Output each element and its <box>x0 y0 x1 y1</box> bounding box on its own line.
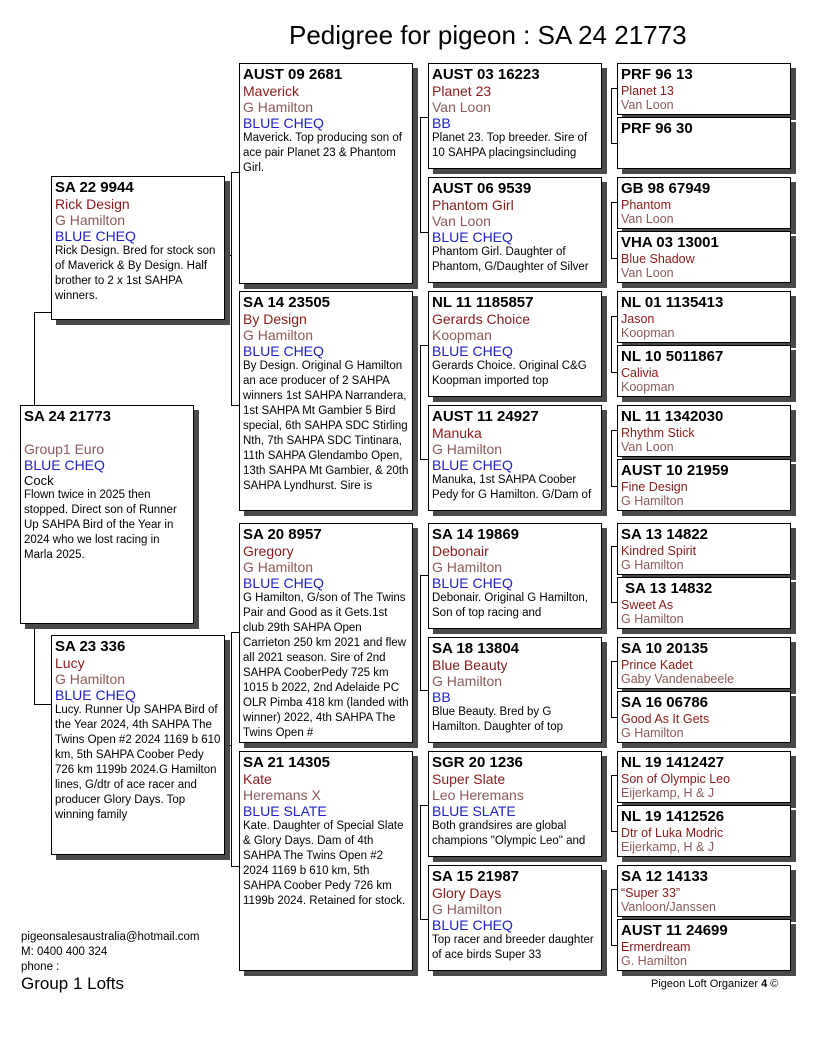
breeder: G Hamilton <box>55 212 126 228</box>
great-great-grandparent-card[interactable] <box>617 637 791 689</box>
great-great-grandparent-card[interactable] <box>617 405 791 457</box>
sex: Cock <box>24 473 54 488</box>
ring-number: SA 10 20135 <box>621 640 709 657</box>
color: BLUE SLATE <box>243 803 327 819</box>
breeder: Koopman <box>621 380 675 394</box>
ring-number: NL 01 1135413 <box>621 294 724 311</box>
notes: Debonair. Original G Hamilton, Son of top racing and <box>432 592 588 619</box>
ring-number: SA 22 9944 <box>55 179 134 196</box>
credit-prefix: Pigeon Loft Organizer <box>651 978 759 990</box>
breeder: Heremans X <box>243 787 321 803</box>
pigeon-name: Prince Kadet <box>621 658 693 672</box>
great-grandparent-card[interactable] <box>428 865 602 971</box>
pigeon-name: Son of Olympic Leo <box>621 772 731 786</box>
pigeon-name: Super Slate <box>432 771 506 787</box>
pigeon-name: Sweet As <box>621 598 674 612</box>
pigeon-name: Glory Days <box>432 885 502 901</box>
ring-number: SA 18 13804 <box>432 640 520 657</box>
color: BLUE SLATE <box>432 803 516 819</box>
ring-number: VHA 03 13001 <box>621 234 719 251</box>
ring-number: SA 13 14822 <box>621 526 709 543</box>
great-grandparent-card[interactable] <box>428 637 602 743</box>
pigeon-name: Kindred Spirit <box>621 544 697 558</box>
sire-card[interactable] <box>51 176 225 320</box>
pigeon-name: Gregory <box>243 543 294 559</box>
great-great-grandparent-card[interactable] <box>617 345 791 397</box>
pigeon-name: Rhythm Stick <box>621 426 695 440</box>
ring-number: SA 20 8957 <box>243 526 322 543</box>
great-great-grandparent-card[interactable] <box>617 691 791 743</box>
notes: Both grandsires are global champions "Olympic Leo" and <box>432 820 586 847</box>
copyright-icon: © <box>767 978 779 990</box>
ring-number: AUST 09 2681 <box>243 66 343 83</box>
pigeon-name: Dtr of Luka Modric <box>621 826 724 840</box>
ring-number: NL 19 1412427 <box>621 754 725 771</box>
breeder: G Hamilton <box>621 558 684 572</box>
color: BLUE CHEQ <box>243 343 324 359</box>
notes: Maverick. Top producing son of ace pair Planet 23 & Phantom Girl. <box>243 132 402 174</box>
notes: Top racer and breeder daughter of ace birds Super 33 <box>432 934 594 961</box>
great-grandparent-card[interactable] <box>428 63 602 169</box>
ring-number: AUST 11 24927 <box>432 408 539 425</box>
ring-number: NL 19 1412526 <box>621 808 725 825</box>
great-grandparent-card[interactable] <box>428 523 602 629</box>
pigeon-name: Calivia <box>621 366 659 380</box>
ring-number: SA 12 14133 <box>621 868 709 885</box>
great-great-grandparent-card[interactable] <box>617 805 791 857</box>
ring-number: AUST 06 9539 <box>432 180 532 197</box>
credit-version: 4 <box>761 978 768 990</box>
notes: Lucy. Runner Up SAHPA Bird of the Year 2024, 4th SAHPA The Twins Open #2 2024 1169 b 610 km, 5th SAHPA Coober Pedy 726 km 1199b 2024.G Hamilton lines, G/dtr of ace racer and producer Glory Days. Top winning family <box>55 704 221 821</box>
great-great-grandparent-card[interactable] <box>617 63 791 115</box>
breeder: Koopman <box>432 327 492 343</box>
ring-number: SA 16 06786 <box>621 694 709 711</box>
great-great-grandparent-card[interactable] <box>617 291 791 343</box>
pigeon-name: Good As It Gets <box>621 712 710 726</box>
great-great-grandparent-card[interactable] <box>617 523 791 575</box>
grandparent-card-paternal-sire[interactable] <box>239 63 413 284</box>
pigeon-name: Planet 13 <box>621 84 674 98</box>
notes: Phantom Girl. Daughter of Phantom, G/Daughter of Silver <box>432 246 589 273</box>
ring-number: AUST 03 16223 <box>432 66 540 83</box>
breeder: G Hamilton <box>621 726 684 740</box>
pigeon-name: Planet 23 <box>432 83 492 99</box>
contact-phone: phone : <box>21 961 60 973</box>
grandparent-card-maternal-sire[interactable] <box>239 523 413 743</box>
breeder: G Hamilton <box>432 441 503 457</box>
breeder: G Hamilton <box>55 671 126 687</box>
great-great-grandparent-card[interactable] <box>617 231 791 283</box>
breeder: Group1 Euro <box>24 441 105 457</box>
pigeon-name: Rick Design <box>55 196 130 212</box>
pigeon-name: Debonair <box>432 543 489 559</box>
great-great-grandparent-card[interactable] <box>617 577 791 629</box>
ring-number: SA 24 21773 <box>24 408 112 425</box>
color: BLUE CHEQ <box>432 917 513 933</box>
breeder: Vanloon/Janssen <box>621 900 716 914</box>
great-great-grandparent-card[interactable] <box>617 177 791 229</box>
color: BLUE CHEQ <box>432 457 513 473</box>
breeder: G Hamilton <box>432 559 503 575</box>
notes: Blue Beauty. Bred by G Hamilton. Daughter of top <box>432 706 564 733</box>
notes: Manuka, 1st SAHPA Coober Pedy for G Hamilton. G/Dam of <box>432 474 592 501</box>
color: BLUE CHEQ <box>432 229 513 245</box>
notes: Flown twice in 2025 then stopped. Direct son of Runner Up SAHPA Bird of the Year in 2024 who we lost racing in Marla 2025. <box>24 489 177 561</box>
ring-number: NL 10 5011867 <box>621 348 724 365</box>
great-great-grandparent-card[interactable] <box>617 919 791 971</box>
pigeon-name: Lucy <box>55 655 85 671</box>
great-grandparent-card[interactable] <box>428 751 602 857</box>
contact-email: pigeonsalesaustralia@hotmail.com <box>21 931 200 943</box>
breeder: G Hamilton <box>243 99 314 115</box>
great-great-grandparent-card[interactable] <box>617 459 791 511</box>
ring-number: SA 14 23505 <box>243 294 331 311</box>
grandparent-card-maternal-dam[interactable] <box>239 751 413 971</box>
breeder: Van Loon <box>621 266 674 280</box>
breeder: G. Hamilton <box>621 954 687 968</box>
breeder: Van Loon <box>621 212 674 226</box>
breeder: Eijerkamp, H & J <box>621 840 715 854</box>
pigeon-name: Maverick <box>243 83 300 99</box>
pigeon-name: Phantom <box>621 198 672 212</box>
loft-name: Group 1 Lofts <box>21 974 125 993</box>
ring-number: SA 13 14832 <box>621 580 713 597</box>
pigeon-name: Blue Beauty <box>432 657 508 673</box>
ring-number: NL 11 1342030 <box>621 408 724 425</box>
pigeon-name <box>24 425 190 441</box>
great-great-grandparent-card[interactable] <box>617 117 791 169</box>
color: BLUE CHEQ <box>55 687 136 703</box>
color: BLUE CHEQ <box>243 115 324 131</box>
great-grandparent-card[interactable] <box>428 291 602 397</box>
pigeon-name: Manuka <box>432 425 482 441</box>
pigeon-name: Kate <box>243 771 272 787</box>
great-great-grandparent-card[interactable] <box>617 865 791 917</box>
pigeon-name: Phantom Girl <box>432 197 514 213</box>
breeder: Van Loon <box>432 213 491 229</box>
breeder: Van Loon <box>621 98 674 112</box>
pigeon-name: Ermerdream <box>621 940 691 954</box>
breeder: Van Loon <box>432 99 491 115</box>
pigeon-name: “Super 33” <box>621 886 681 900</box>
pigeon-name: Blue Shadow <box>621 252 695 266</box>
ring-number: SGR 20 1236 <box>432 754 523 771</box>
ring-number: AUST 11 24699 <box>621 922 728 939</box>
ring-number: SA 15 21987 <box>432 868 520 885</box>
notes: G Hamilton, G/son of The Twins Pair and Good as it Gets.1st club 29th SAHPA Open Carrieton 250 km 2021 and flew all 2021 season. Sire of 2nd SAHPA CooberPedy 725 km 1015 b 2022, 2nd Adelaide PC OLR Pimba 418 km (landed with winner) 2022, 4th SAHPA The Twins Open # <box>243 592 409 739</box>
breeder: Koopman <box>621 326 675 340</box>
color: BB <box>432 689 451 705</box>
notes: Planet 23. Top breeder. Sire of 10 SAHPA placingsincluding <box>432 132 588 159</box>
great-grandparent-card[interactable] <box>428 177 602 283</box>
breeder: G Hamilton <box>243 327 314 343</box>
notes: Gerards Choice. Original C&G Koopman imported top <box>432 360 587 387</box>
contact-mobile: M: 0400 400 324 <box>21 946 108 958</box>
great-great-grandparent-card[interactable] <box>617 751 791 803</box>
software-credit <box>651 978 778 990</box>
notes: Kate. Daughter of Special Slate & Glory Days. Dam of 4th SAHPA The Twins Open #2 2024 1169 b 610 km, 5th SAHPA Coober Pedy 726 km 1199b 2024. Retained for stock. <box>243 820 406 907</box>
color: BLUE CHEQ <box>24 457 105 473</box>
breeder: G Hamilton <box>621 494 684 508</box>
breeder: G Hamilton <box>621 612 684 626</box>
color: BLUE CHEQ <box>432 575 513 591</box>
dam-card[interactable] <box>51 635 225 855</box>
ring-number: PRF 96 13 <box>621 66 693 83</box>
notes: By Design. Original G Hamilton an ace producer of 2 SAHPA winners 1st SAHPA Narrandera, 1st SAHPA Mt Gambier 5 Bird special, 6th SAHPA SDC Stirling Nth, 7th SAHPA SDC Tintinara, 11th SAHPA Glendambo Open, 13th SAHPA Mt Gambier, & 20th SAHPA Lyndhurst. Sire is <box>243 360 409 492</box>
pigeon-name: Jason <box>621 312 655 326</box>
ring-number: SA 23 336 <box>55 638 126 655</box>
page-title: Pedigree for pigeon : SA 24 21773 <box>289 20 687 50</box>
ring-number: AUST 10 21959 <box>621 462 729 479</box>
breeder: Gaby Vandenabeele <box>621 672 735 686</box>
breeder: Eijerkamp, H & J <box>621 786 715 800</box>
pigeon-name: By Design <box>243 311 307 327</box>
breeder: G Hamilton <box>243 559 314 575</box>
ring-number: SA 14 19869 <box>432 526 520 543</box>
ring-number: NL 11 1185857 <box>432 294 534 311</box>
great-grandparent-card[interactable] <box>428 405 602 511</box>
color: BLUE CHEQ <box>55 228 136 244</box>
color: BLUE CHEQ <box>243 575 324 591</box>
breeder: G Hamilton <box>432 901 503 917</box>
color: BLUE CHEQ <box>432 343 513 359</box>
ring-number: GB 98 67949 <box>621 180 711 197</box>
breeder: Leo Heremans <box>432 787 524 803</box>
pigeon-name: Fine Design <box>621 480 688 494</box>
subject-pigeon-card[interactable] <box>20 405 194 624</box>
ring-number: PRF 96 30 <box>621 120 693 137</box>
notes: Rick Design. Bred for stock son of Maverick & By Design. Half brother to 2 x 1st SAHPA winners. <box>55 245 216 302</box>
pigeon-name: Gerards Choice <box>432 311 531 327</box>
breeder: G Hamilton <box>432 673 503 689</box>
grandparent-card-paternal-dam[interactable] <box>239 291 413 511</box>
breeder: Van Loon <box>621 440 674 454</box>
color: BB <box>432 115 451 131</box>
ring-number: SA 21 14305 <box>243 754 331 771</box>
